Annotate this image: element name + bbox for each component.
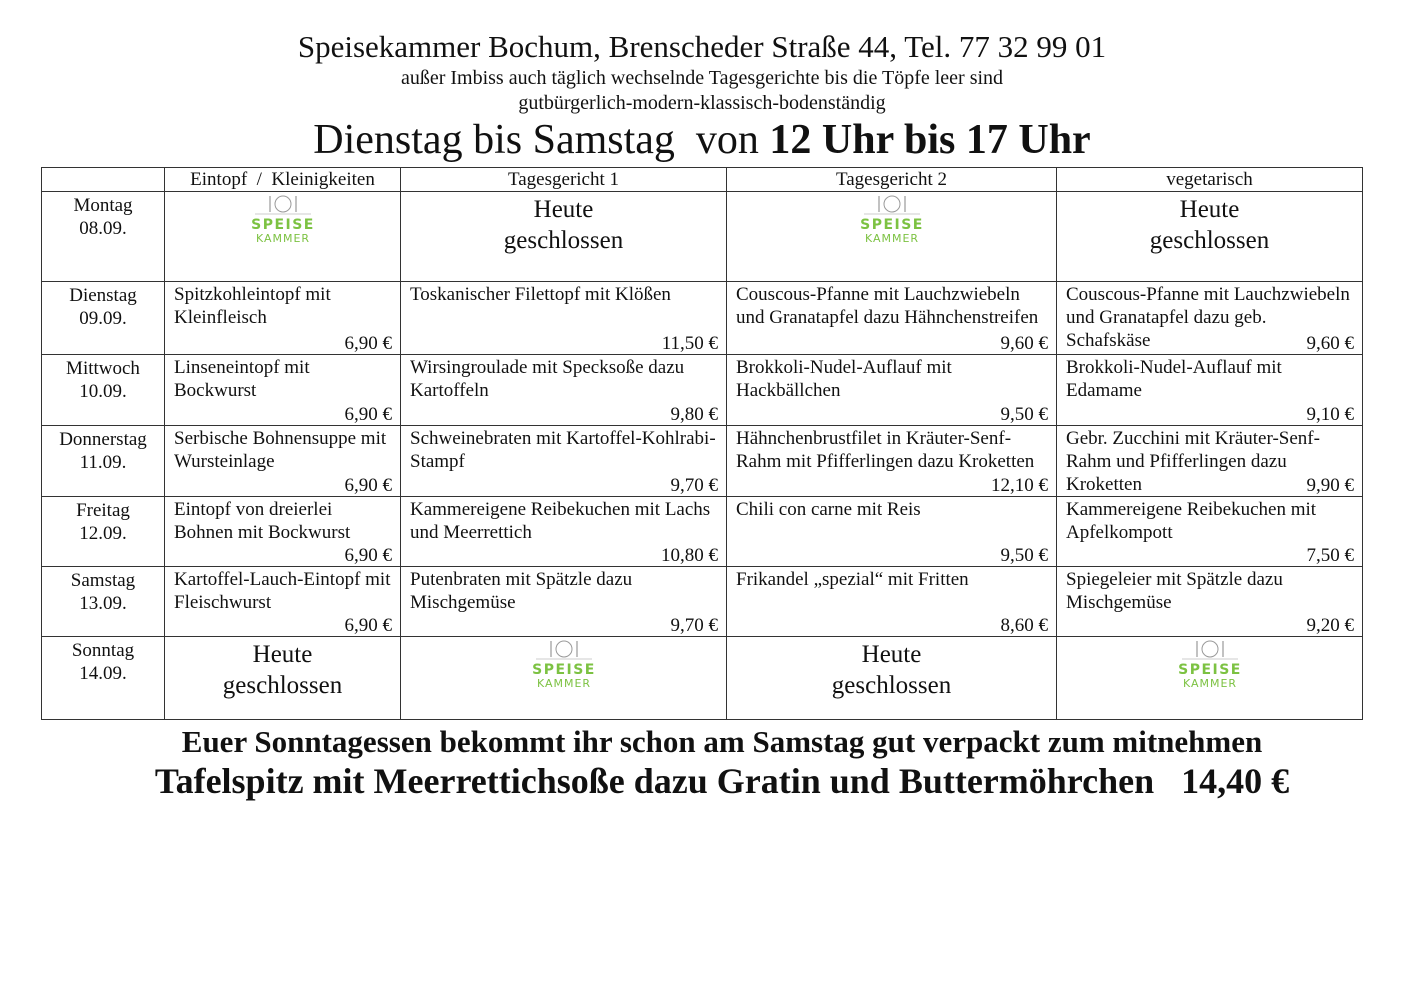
dish-text: Couscous-Pfanne mit Lauchzwiebeln und Granatapfel dazu geb. Schafskäse xyxy=(1066,284,1350,351)
plate-cutlery-icon xyxy=(1172,637,1248,691)
dish-price: 9,70 € xyxy=(670,475,718,496)
closed-notice xyxy=(165,637,400,701)
closed-line-1: Heute xyxy=(252,641,313,668)
dish-text: Kartoffel-Lauch-Eintopf mit Fleischwurst xyxy=(174,569,391,613)
dish-price: 10,80 € xyxy=(661,545,718,566)
dish-text: Toskanischer Filettopf mit Klößen xyxy=(410,284,671,305)
opening-hours xyxy=(0,116,1404,164)
logo-cell xyxy=(401,637,727,720)
logo-cell xyxy=(1057,637,1363,720)
svg-text:SPEISE: SPEISE xyxy=(1177,662,1242,678)
logo-cell xyxy=(165,192,401,282)
dish-price: 6,90 € xyxy=(344,615,392,636)
day-date: 10.09. xyxy=(79,381,127,402)
closed-line-1: Heute xyxy=(861,641,922,668)
day-name: Sonntag xyxy=(71,640,135,661)
svg-text:KAMMER: KAMMER xyxy=(255,232,310,245)
day-date: 14.09. xyxy=(79,663,127,684)
dish-text: Brokkoli-Nudel-Auflauf mit Edamame xyxy=(1066,357,1282,401)
dish-text: Chili con carne mit Reis xyxy=(736,499,921,520)
dish-price: 9,20 € xyxy=(1306,615,1354,636)
menu-item xyxy=(165,497,401,567)
speisekammer-logo xyxy=(401,637,726,691)
dish-price: 12,10 € xyxy=(991,475,1048,496)
day-name: Montag xyxy=(73,195,133,216)
day-cell xyxy=(42,637,165,720)
sunday-meal-offer: Tafelspitz mit Meerrettichsoße dazu Gratin und Buttermöhrchen 14,40 € xyxy=(154,761,1290,801)
dish-price: 9,10 € xyxy=(1306,404,1354,425)
weekly-menu-table xyxy=(41,167,1363,720)
dish-text: Gebr. Zucchini mit Kräuter-Senf-Rahm und Pfifferlingen dazu Kroketten xyxy=(1066,428,1320,495)
dish-price: 9,70 € xyxy=(670,615,718,636)
table-row-freitag xyxy=(42,497,1363,567)
day-name: Dienstag xyxy=(69,285,137,306)
column-header-day xyxy=(42,168,165,192)
menu-item xyxy=(165,567,401,637)
dish-price: 11,50 € xyxy=(661,333,718,354)
column-header-dish-1: Tagesgericht 1 xyxy=(401,168,727,192)
menu-item xyxy=(727,426,1057,497)
day-cell xyxy=(42,355,165,426)
menu-item xyxy=(727,282,1057,355)
day-date: 12.09. xyxy=(79,523,127,544)
svg-text:KAMMER: KAMMER xyxy=(864,232,919,245)
plate-cutlery-icon xyxy=(854,192,930,246)
closed-line-2: geschlossen xyxy=(1149,227,1270,254)
menu-item xyxy=(1057,567,1363,637)
svg-text:KAMMER: KAMMER xyxy=(1182,677,1237,690)
dish-price: 9,50 € xyxy=(1000,545,1048,566)
dish-text: Couscous-Pfanne mit Lauchzwiebeln und Granatapfel dazu Hähnchenstreifen xyxy=(736,284,1039,328)
logo-cell xyxy=(727,192,1057,282)
day-cell xyxy=(42,497,165,567)
menu-item xyxy=(1057,497,1363,567)
svg-text:SPEISE: SPEISE xyxy=(531,662,596,678)
dish-text: Hähnchenbrustfilet in Kräuter-Senf-Rahm mit Pfifferlingen dazu Kroketten xyxy=(736,428,1035,472)
table-row-sonntag xyxy=(42,637,1363,720)
dish-text: Linseneintopf mit Bockwurst xyxy=(174,357,310,401)
day-date: 09.09. xyxy=(79,308,127,329)
day-name: Donnerstag xyxy=(59,429,147,450)
closed-line-1: Heute xyxy=(1179,196,1240,223)
table-row-samstag xyxy=(42,567,1363,637)
plate-cutlery-icon xyxy=(526,637,602,691)
closed-notice xyxy=(727,637,1056,701)
day-cell xyxy=(42,282,165,355)
dish-price: 6,90 € xyxy=(344,404,392,425)
day-date: 11.09. xyxy=(79,452,127,473)
closed-notice xyxy=(401,192,726,256)
day-cell xyxy=(42,567,165,637)
table-row-dienstag xyxy=(42,282,1363,355)
closed-line-2: geschlossen xyxy=(222,672,343,699)
dish-price: 8,60 € xyxy=(1000,615,1048,636)
menu-item xyxy=(401,355,727,426)
menu-item xyxy=(165,282,401,355)
table-row-donnerstag xyxy=(42,426,1363,497)
table-header-row xyxy=(42,168,1363,192)
day-name: Samstag xyxy=(70,570,136,591)
closed-line-1: Heute xyxy=(533,196,594,223)
dish-price: 6,90 € xyxy=(344,475,392,496)
dish-text: Kammereigene Reibekuchen mit Apfelkompott xyxy=(1066,499,1317,543)
dish-text: Eintopf von dreierlei Bohnen mit Bockwurst xyxy=(174,499,351,543)
dish-text: Spiegeleier mit Spätzle dazu Mischgemüse xyxy=(1066,569,1283,613)
dish-text: Schweinebraten mit Kartoffel-Kohlrabi-Stampf xyxy=(410,428,716,472)
dish-price: 6,90 € xyxy=(344,545,392,566)
dish-price: 9,60 € xyxy=(1000,333,1048,354)
dish-price: 9,60 € xyxy=(1306,333,1354,354)
table-row-mittwoch xyxy=(42,355,1363,426)
closed-cell xyxy=(165,637,401,720)
closed-line-2: geschlossen xyxy=(503,227,624,254)
menu-item xyxy=(1057,426,1363,497)
opening-days: Dienstag bis Samstag von xyxy=(313,117,770,163)
closed-line-2: geschlossen xyxy=(831,672,952,699)
menu-item xyxy=(1057,282,1363,355)
day-date: 08.09. xyxy=(79,218,127,239)
column-header-vegetarian: vegetarisch xyxy=(1057,168,1363,192)
speisekammer-logo xyxy=(165,192,400,246)
day-name: Mittwoch xyxy=(66,358,140,379)
svg-text:SPEISE: SPEISE xyxy=(859,217,924,233)
dish-text: Wirsingroulade mit Specksoße dazu Kartoffeln xyxy=(410,357,685,401)
dish-price: 7,50 € xyxy=(1306,545,1354,566)
closed-cell xyxy=(727,637,1057,720)
menu-item xyxy=(727,567,1057,637)
menu-item xyxy=(401,426,727,497)
table-row-montag xyxy=(42,192,1363,282)
dish-price: 6,90 € xyxy=(344,333,392,354)
day-cell xyxy=(42,192,165,282)
day-cell xyxy=(42,426,165,497)
dish-text: Serbische Bohnensuppe mit Wursteinlage xyxy=(174,428,387,472)
dish-text: Spitzkohleintopf mit Kleinfleisch xyxy=(174,284,331,328)
column-header-dish-2: Tagesgericht 2 xyxy=(727,168,1057,192)
dish-text: Kammereigene Reibekuchen mit Lachs und Meerrettich xyxy=(410,499,711,543)
dish-price: 9,80 € xyxy=(670,404,718,425)
closed-notice xyxy=(1057,192,1362,256)
svg-text:SPEISE: SPEISE xyxy=(250,217,315,233)
dish-text: Frikandel „spezial“ mit Fritten xyxy=(736,569,969,590)
menu-item xyxy=(165,426,401,497)
opening-times: 12 Uhr bis 17 Uhr xyxy=(769,117,1091,163)
svg-text:KAMMER: KAMMER xyxy=(536,677,591,690)
subtitle-daily-dishes: außer Imbiss auch täglich wechselnde Tagesgerichte bis die Töpfe leer sind xyxy=(400,67,1004,89)
column-header-stew: Eintopf / Kleinigkeiten xyxy=(165,168,401,192)
sunday-meal-notice: Euer Sonntagessen bekommt ihr schon am Samstag gut verpackt zum mitnehmen xyxy=(181,724,1263,759)
closed-cell xyxy=(1057,192,1363,282)
speisekammer-logo xyxy=(1057,637,1362,691)
day-date: 13.09. xyxy=(79,593,127,614)
menu-item xyxy=(165,355,401,426)
speisekammer-logo xyxy=(727,192,1056,246)
menu-item xyxy=(401,282,727,355)
menu-item xyxy=(401,567,727,637)
menu-item xyxy=(727,355,1057,426)
dish-text: Putenbraten mit Spätzle dazu Mischgemüse xyxy=(410,569,633,613)
restaurant-address: Speisekammer Bochum, Brenscheder Straße 44, Tel. 77 32 99 01 xyxy=(297,29,1107,64)
dish-price: 9,90 € xyxy=(1306,475,1354,496)
dish-text: Brokkoli-Nudel-Auflauf mit Hackbällchen xyxy=(736,357,952,401)
plate-cutlery-icon xyxy=(245,192,321,246)
menu-item xyxy=(1057,355,1363,426)
closed-cell xyxy=(401,192,727,282)
menu-item xyxy=(727,497,1057,567)
subtitle-style: gutbürgerlich-modern-klassisch-bodenständig xyxy=(518,92,886,114)
dish-price: 9,50 € xyxy=(1000,404,1048,425)
day-name: Freitag xyxy=(76,500,130,521)
menu-item xyxy=(401,497,727,567)
